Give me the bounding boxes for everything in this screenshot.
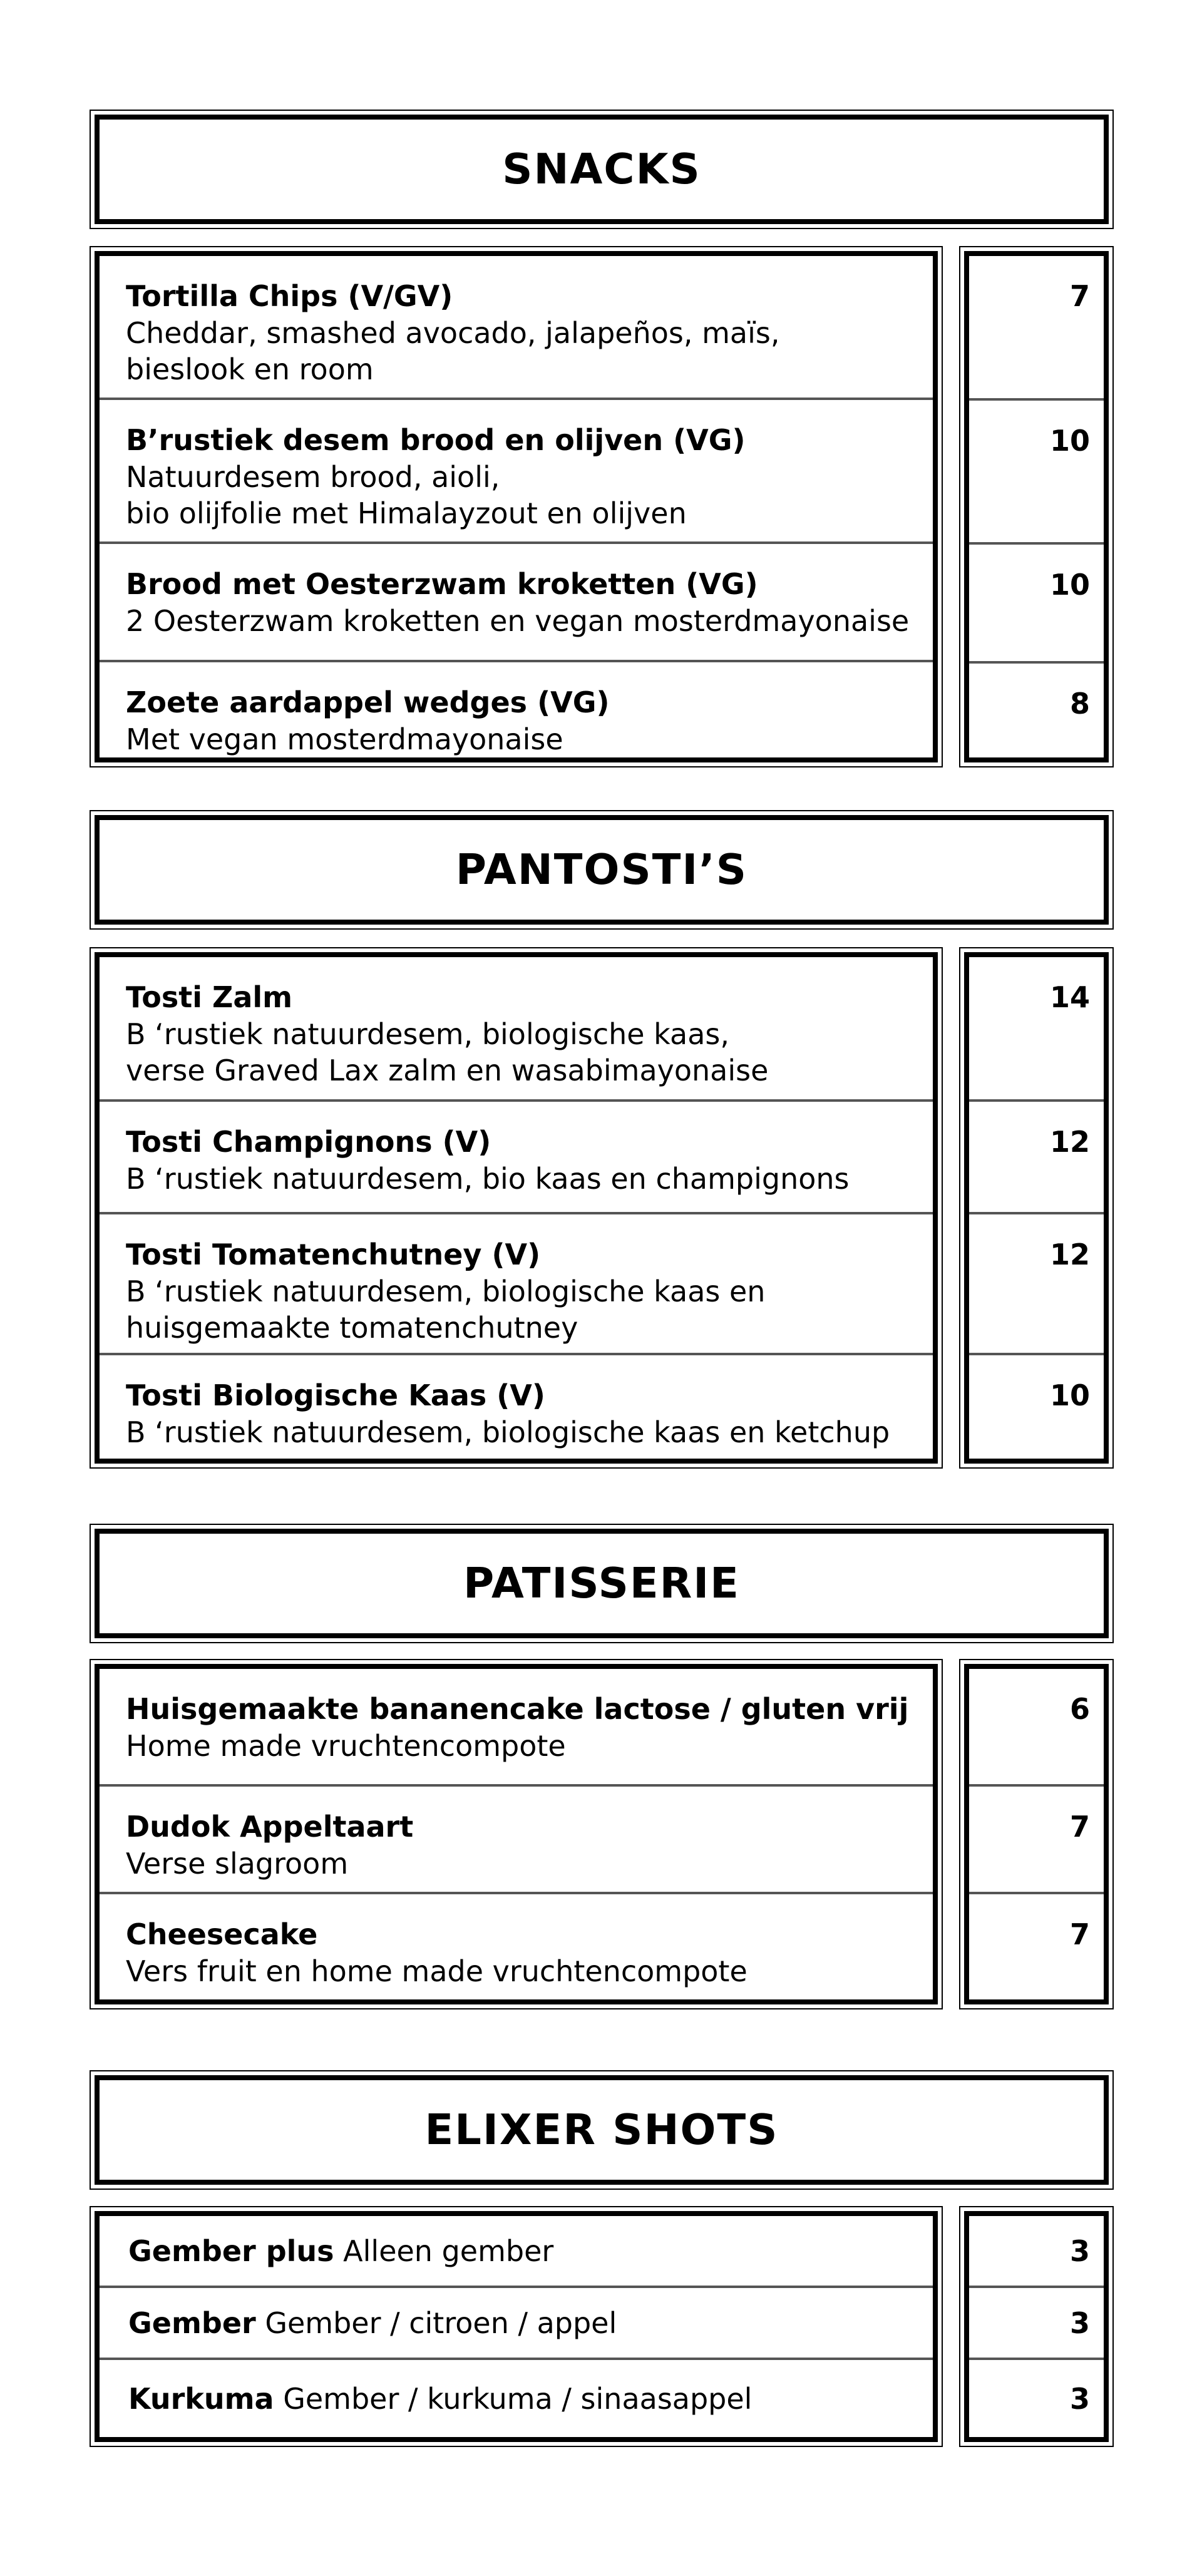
price-cell [969,1787,1104,1894]
menu-item-rustiek-desem-brood [100,400,933,543]
item-description: B ‘rustiek natuurdesem, biologische kaas en ketchup [126,1415,890,1449]
item-price: 3 [1069,2381,1090,2416]
item-description: Gember / kurkuma / sinaasappel [283,2381,753,2416]
item-description: Alleen gember [343,2234,554,2268]
price-cell [969,401,1104,545]
item-price: 6 [1069,1692,1090,1726]
item-price: 3 [1069,2306,1090,2340]
item-description: Natuurdesem brood, aioli, bio olijfolie met Himalayzout en olijven [126,460,687,531]
menu-item-oesterzwam-kroketten [100,544,933,662]
item-name: Gember plus [128,2234,334,2268]
item-description: Verse slagroom [126,1847,349,1881]
item-price: 12 [1049,1238,1090,1271]
price-cell [969,1214,1104,1355]
item-name: B’rustiek desem brood en olijven (VG) [126,423,746,458]
item-price: 14 [1049,980,1090,1014]
price-cell [969,957,1104,1102]
item-price: 10 [1049,568,1090,602]
item-price: 3 [1069,2234,1090,2268]
section-title-box-pantostis [90,810,1114,930]
menu-item-dudok-appeltaart [100,1787,933,1894]
prices-box-patisserie [959,1659,1114,2009]
menu-item-tosti-zalm [100,957,933,1102]
item-name: Dudok Appeltaart [126,1810,414,1844]
menu-item-tortilla-chips [100,256,933,400]
items-box-patisserie [90,1659,943,2009]
item-description: Met vegan mosterdmayonaise [126,722,563,756]
items-box-elixer-shots [90,2206,943,2447]
price-cell [969,1669,1104,1787]
item-name: Tosti Zalm [126,980,293,1014]
item-name: Cheesecake [126,1917,318,1951]
price-cell [969,2360,1104,2437]
item-name: Zoete aardappel wedges (VG) [126,685,610,719]
section-title-box-patisserie [90,1524,1114,1643]
item-price: 10 [1049,1378,1090,1412]
menu-item-cheesecake [100,1894,933,1999]
price-cell [969,1355,1104,1459]
item-name: Tosti Champignons (V) [126,1125,491,1159]
item-price: 7 [1069,1917,1090,1951]
item-description: Gember / citroen / appel [265,2306,617,2340]
section-title-box-snacks [90,110,1114,229]
item-name: Tortilla Chips (V/GV) [126,279,453,313]
price-cell [969,664,1104,757]
item-description: B ‘rustiek natuurdesem, biologische kaas en huisgemaakte tomatenchutney [126,1275,766,1345]
price-cell [969,2288,1104,2360]
price-cell [969,256,1104,401]
item-name: Huisgemaakte bananencake lactose / gluten vrij [126,1692,909,1726]
item-price: 7 [1069,279,1090,313]
item-description: B ‘rustiek natuurdesem, bio kaas en champignons [126,1162,850,1196]
item-description: Cheddar, smashed avocado, jalapeños, maïs, bieslook en room [126,316,780,386]
item-price: 7 [1069,1810,1090,1844]
item-description: 2 Oesterzwam kroketten en vegan mosterdmayonaise [126,603,910,638]
prices-box-snacks [959,246,1114,767]
shot-item-kurkuma [100,2360,933,2437]
shot-item-gember [100,2288,933,2360]
section-title-elixer-shots: ELIXER SHOTS [424,2105,779,2154]
price-cell [969,545,1104,664]
menu-item-tosti-champignons [100,1102,933,1214]
price-cell [969,1102,1104,1214]
section-title-patisserie: PATISSERIE [463,1559,740,1608]
item-price: 10 [1049,424,1090,458]
prices-box-pantostis [959,947,1114,1469]
section-title-snacks: SNACKS [502,145,701,193]
prices-box-elixer-shots [959,2206,1114,2447]
menu-item-bananencake [100,1669,933,1787]
items-box-pantostis [90,947,943,1469]
item-name: Tosti Biologische Kaas (V) [126,1378,545,1412]
item-price: 12 [1049,1125,1090,1159]
item-name: Tosti Tomatenchutney (V) [126,1238,541,1271]
item-name: Gember [128,2306,256,2340]
price-cell [969,2216,1104,2288]
menu-item-zoete-aardappel-wedges [100,662,933,757]
menu-item-tosti-tomatenchutney [100,1214,933,1355]
item-description: B ‘rustiek natuurdesem, biologische kaas, verse Graved Lax zalm en wasabimayonaise [126,1017,769,1087]
item-description: Home made vruchtencompote [126,1729,566,1763]
shot-item-gember-plus [100,2216,933,2288]
item-description: Vers fruit en home made vruchtencompote [126,1954,747,1988]
menu-item-tosti-biologische-kaas [100,1355,933,1459]
price-cell [969,1894,1104,1999]
item-name: Brood met Oesterzwam kroketten (VG) [126,567,758,601]
item-name: Kurkuma [128,2381,274,2416]
item-price: 8 [1069,687,1090,721]
section-title-box-elixer-shots [90,2070,1114,2190]
items-box-snacks [90,246,943,767]
section-title-pantostis: PANTOSTI’S [455,845,748,894]
